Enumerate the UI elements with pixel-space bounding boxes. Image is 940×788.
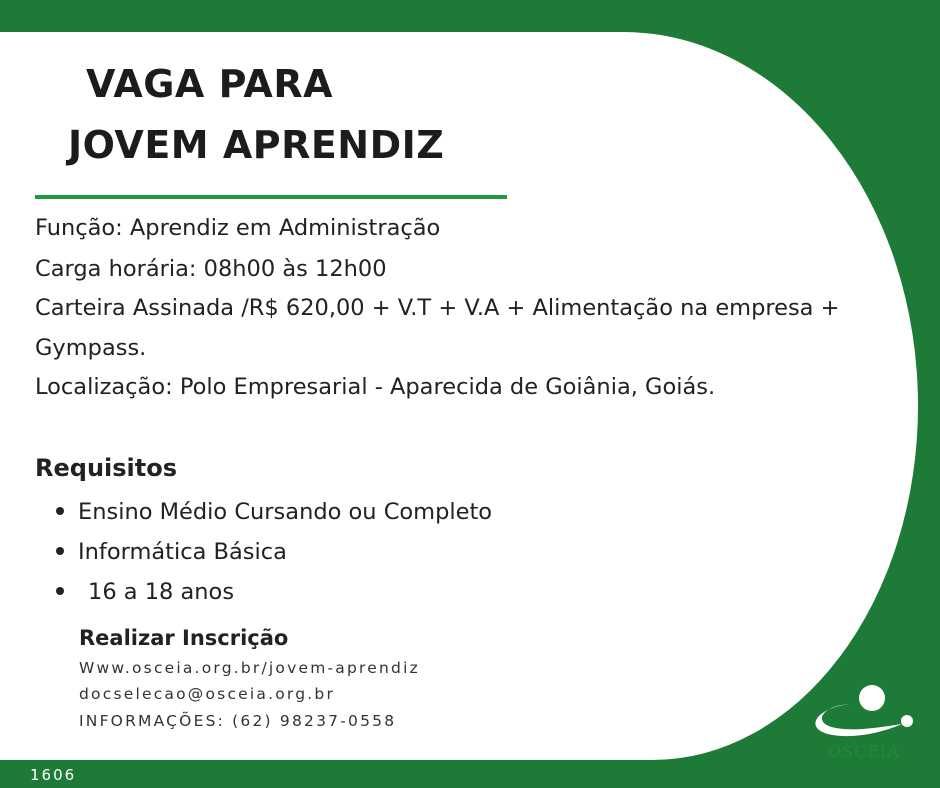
title-line-2: JOVEM APRENDIZ (68, 123, 445, 167)
bullet-icon (56, 547, 64, 555)
info-carga-horaria: Carga horária: 08h00 às 12h00 (35, 256, 387, 282)
requisito-text: Ensino Médio Cursando ou Completo (78, 499, 493, 525)
requisito-text: 16 a 18 anos (88, 579, 235, 605)
info-funcao: Função: Aprendiz em Administração (35, 215, 441, 241)
inscricao-telefone: INFORMAÇÕES: (62) 98237-0558 (79, 712, 397, 730)
info-gympass: Gympass. (35, 335, 147, 361)
requisito-item (56, 539, 287, 565)
requisito-text: Informática Básica (78, 539, 287, 565)
info-carteira: Carteira Assinada /R$ 620,00 + V.T + V.A + Alimentação na empresa + (35, 295, 840, 321)
title-divider (35, 195, 507, 199)
inscricao-heading: Realizar Inscrição (79, 626, 289, 650)
bullet-icon (56, 587, 64, 595)
bullet-icon (56, 507, 64, 515)
title-line-1: VAGA PARA (86, 62, 334, 106)
inscricao-email-link[interactable]: docselecao@osceia.org.br (79, 685, 336, 703)
info-localizacao: Localização: Polo Empresarial - Aparecida de Goiânia, Goiás. (35, 374, 716, 400)
logo-text: OSCEIA (828, 742, 900, 761)
post-code: 1606 (30, 766, 77, 784)
requisito-item (56, 499, 492, 525)
osceia-logo (806, 680, 922, 766)
osceia-logo-icon (806, 680, 922, 744)
requisito-item (56, 579, 234, 605)
requisitos-heading: Requisitos (35, 454, 178, 482)
inscricao-site-link[interactable]: Www.osceia.org.br/jovem-aprendiz (79, 659, 420, 677)
